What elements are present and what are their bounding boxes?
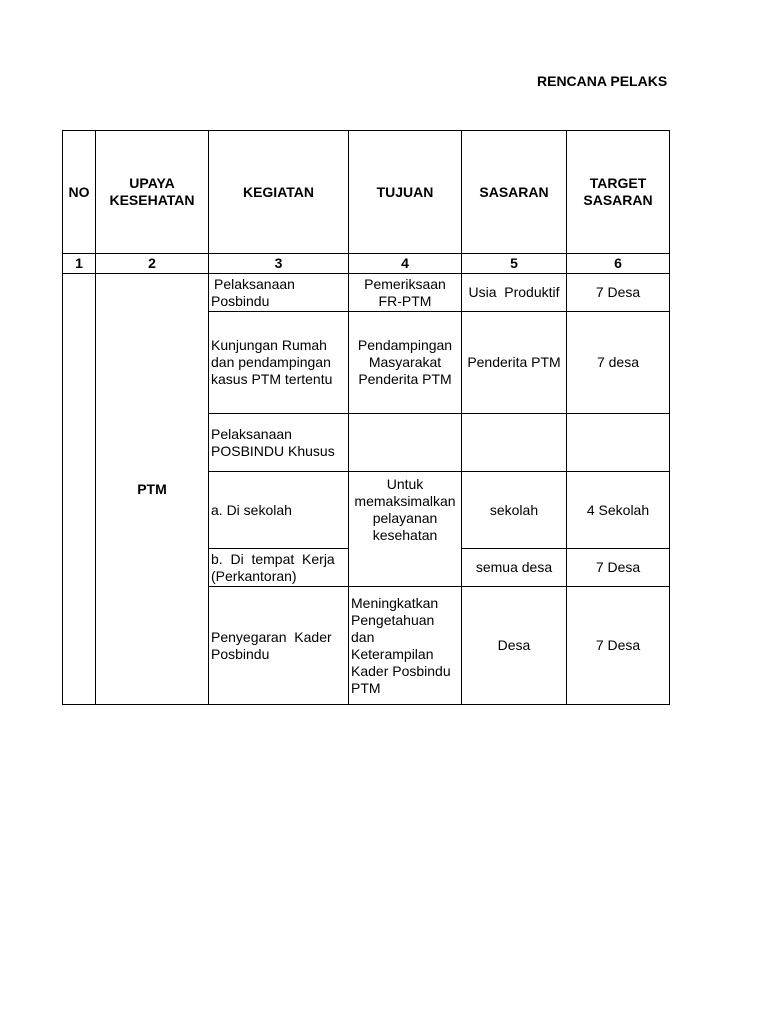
kegiatan-line: Kunjungan Rumah [211,337,327,353]
tujuan-cell [349,274,462,312]
target-cell: 7 desa [567,312,670,414]
kegiatan-cell [209,312,349,414]
column-number: 1 [63,254,96,274]
tujuan-cell [349,472,462,587]
document-title: RENCANA PELAKS [537,73,668,89]
kegiatan-line: Pelaksanaan [214,275,295,292]
header-sasaran: SASARAN [462,131,567,254]
activity-plan-table [62,130,670,705]
header-row [63,131,670,254]
kegiatan-line: dan pendampingan [211,354,331,370]
kegiatan-cell [209,274,349,312]
column-number: 2 [96,254,209,274]
tujuan-line: FR-PTM [378,292,432,309]
tujuan-cell [349,414,462,472]
sasaran-cell: Penderita PTM [462,312,567,414]
column-number: 3 [209,254,349,274]
tujuan-cell [349,587,462,705]
tujuan-line: Penderita PTM [358,371,452,387]
tujuan-line: Pengetahuan [351,611,435,628]
tujuan-line: PTM [351,679,381,696]
column-number: 4 [349,254,462,274]
header-upaya-line-2: KESEHATAN [109,192,195,208]
header-tujuan: TUJUAN [349,131,462,254]
upaya-kesehatan-cell: PTM [96,274,209,705]
kegiatan-line: b. Di tempat Kerja [211,550,335,567]
tujuan-cell [349,312,462,414]
tujuan-line: Masyarakat [368,354,442,370]
kegiatan-line: kasus PTM tertentu [211,371,333,387]
kegiatan-line: Pelaksanaan [211,425,292,442]
tujuan-line: Meningkatkan [351,594,439,611]
kegiatan-cell [209,587,349,705]
tujuan-line: Keterampilan [351,645,434,662]
tujuan-line: Untuk [386,476,424,492]
kegiatan-cell [209,414,349,472]
column-number: 5 [462,254,567,274]
tujuan-line: Pemeriksaan [364,275,446,292]
sasaran-cell: Usia Produktif [462,274,567,312]
header-kegiatan: KEGIATAN [209,131,349,254]
header-target-line-2: SASARAN [583,192,653,208]
table-row [63,274,670,312]
column-number: 6 [567,254,670,274]
target-cell: 7 Desa [567,549,670,587]
kegiatan-line: (Perkantoran) [211,567,297,584]
tujuan-line: Pendampingan [357,337,453,353]
header-upaya-line-1: UPAYA [129,175,175,191]
sasaran-cell: Desa [462,587,567,705]
column-number-row [63,254,670,274]
kegiatan-line: Posbindu [211,645,270,662]
header-upaya-kesehatan [96,131,209,254]
target-cell: 7 Desa [567,587,670,705]
sasaran-cell: semua desa [462,549,567,587]
kegiatan-cell: a. Di sekolah [209,472,349,549]
header-target-sasaran [567,131,670,254]
tujuan-line: memaksimalkan [354,493,456,509]
header-no: NO [63,131,96,254]
sasaran-cell [462,414,567,472]
target-cell [567,414,670,472]
no-cell [63,274,96,705]
target-cell: 7 Desa [567,274,670,312]
target-cell: 4 Sekolah [567,472,670,549]
sasaran-cell: sekolah [462,472,567,549]
kegiatan-cell [209,549,349,587]
tujuan-line: pelayanan [372,510,438,526]
kegiatan-line: Penyegaran Kader [211,628,332,645]
kegiatan-line: Posbindu [211,292,270,309]
header-target-line-1: TARGET [589,175,647,191]
tujuan-line: Kader Posbindu [351,662,451,679]
tujuan-line: dan [351,628,375,645]
kegiatan-line: POSBINDU Khusus [211,442,335,459]
tujuan-line: kesehatan [372,527,438,543]
